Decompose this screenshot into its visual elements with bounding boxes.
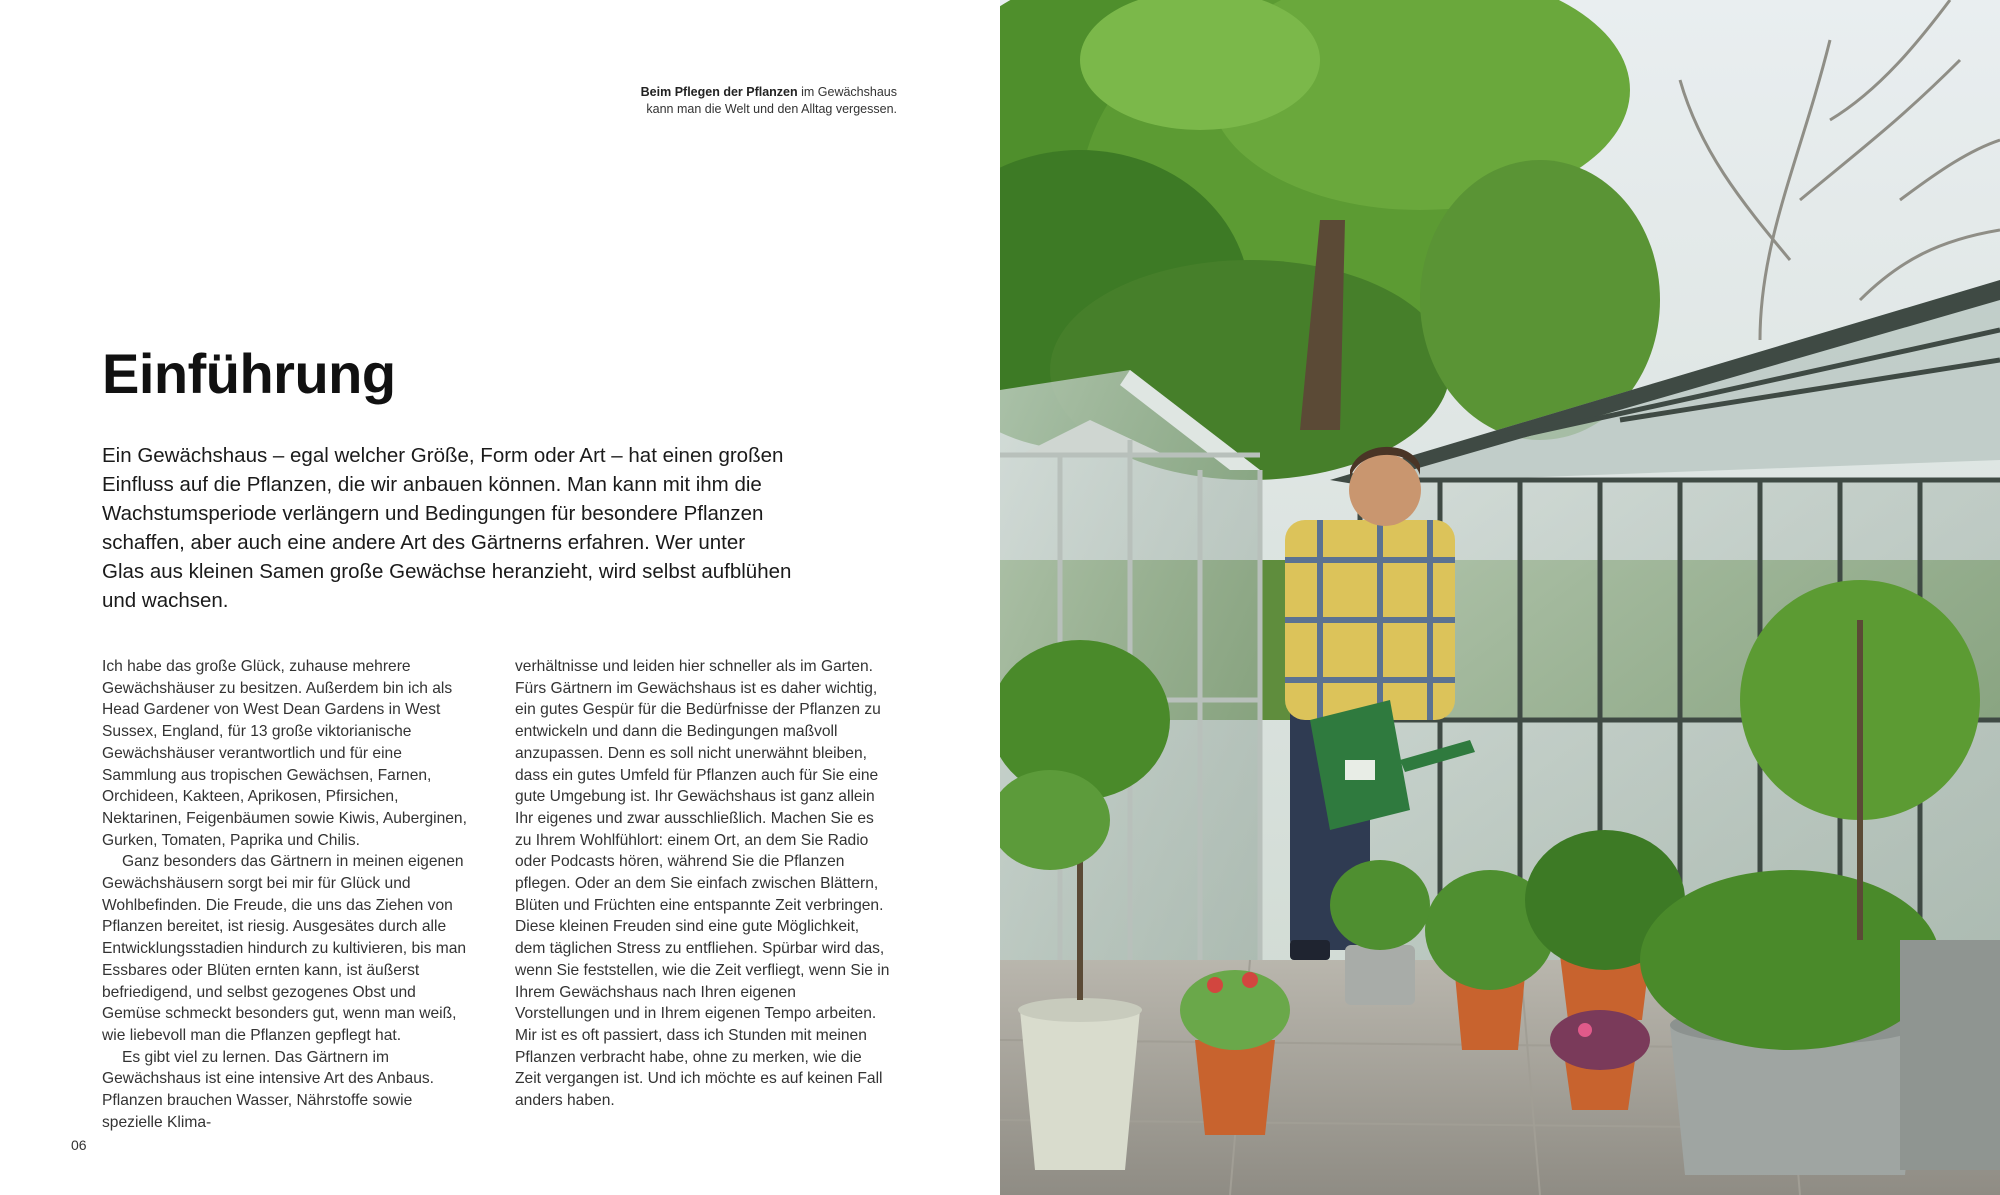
greenhouse-photo: [1000, 0, 2000, 1195]
body-paragraph-3-continued: [515, 656, 890, 1112]
intro-paragraph: Ein Gewächshaus – egal welcher Größe, Form oder Art – hat einen großen Einfluss auf die Pflanzen, die wir anbauen können. Man kann mit ihm die Wachstumsperiode verlängern und Bedingungen für besondere Pflanzen schaffen, aber auch eine andere Art des Gärtnerns erfahren. Wer unter Glas aus kleinen Samen große Gewächse heranzieht, wird selbst aufblühen und wachsen.: [102, 444, 792, 612]
page-number: 06: [71, 1137, 87, 1153]
body-paragraph-3: [102, 1047, 477, 1134]
body-paragraph-3-part-1: Es gibt viel zu lernen. Das Gärtnern im Gewächshaus ist eine intensive Art des Anbaus. Pflanzen brauchen Wasser, Nährstoffe sowie spezielle Klima-: [102, 1048, 434, 1131]
page-title: Einführung: [102, 342, 396, 405]
body-paragraph-1: Ich habe das große Glück, zuhause mehrere Gewächshäuser zu besitzen. Außerdem bin ich als Head Gardener von West Dean Gardens in West Sussex, England, für 13 große viktorianische Gewächshäuser verantwortlich und für eine Sammlung aus tropischen Gewächsen, Farnen, Orchideen, Kakteen, Aprikosen, Pfirsichen, Nektarinen, Feigenbäumen sowie Kiwis, Auberginen, Gurken, Tomaten, Paprika und Chilis.: [102, 658, 467, 849]
caption-bold: Beim Pflegen der Pflanzen: [640, 85, 798, 99]
photo-caption: [637, 84, 897, 117]
caption-rest: im Gewächshaus kann man die Welt und den Alltag vergessen.: [646, 85, 897, 116]
body-column-left: [102, 656, 477, 1133]
body-column-right: [515, 656, 890, 1112]
greenhouse-photo-illustration: [1000, 0, 2000, 1195]
body-paragraph-3-part-2: verhältnisse und leiden hier schneller als im Garten. Fürs Gärtnern im Gewächshaus ist es daher wichtig, ein gutes Gespür für die Bedürfnisse der Pflanzen zu entwickeln und dann die Bedingungen maßvoll anzupassen. Denn es soll nicht unerwähnt bleiben, dass ein gutes Umfeld für Pflanzen auch für Sie eine gute Umgebung ist. Ihr Gewächshaus ist ganz allein Ihr eigenes und zwar ausschließlich. Machen Sie es zu Ihrem Wohlfühlort: einem Ort, an dem Sie Radio oder Podcasts hören, während Sie die Pflanzen pflegen. Oder an dem Sie einfach zwischen Blättern, Blüten und Früchten eine entspannte Zeit verbringen. Diese kleinen Freuden sind eine gute Möglichkeit, dem täglichen Stress zu entfliehen. Spürbar wird das, wenn Sie feststellen, wie die Zeit verfliegt, wenn Sie in Ihrem Gewächshaus nach Ihren eigenen Vorstellungen und in Ihrem eigenen Tempo arbeiten. Mir ist es oft passiert, dass ich Stunden mit meinen Pflanzen verbracht habe, ohne zu merken, wie die Zeit vergangen ist. Und ich möchte es auf keinen Fall anders haben.: [515, 658, 890, 1110]
body-paragraph-2: Ganz besonders das Gärtnern in meinen eigenen Gewächshäusern sorgt bei mir für Glück und Wohlbefinden. Die Freude, die uns das Ziehen von Pflanzen bereitet, ist riesig. Ausgesätes durch alle Entwicklungsstadien hindurch zu kultivieren, bis man Essbares oder Blüten ernten kann, ist äußerst befriedigend, und selbst gezogenes Obst und Gemüse schmeckt besonders gut, wenn man weiß, wie liebevoll man die Pflanzen gepflegt hat.: [102, 853, 467, 1044]
